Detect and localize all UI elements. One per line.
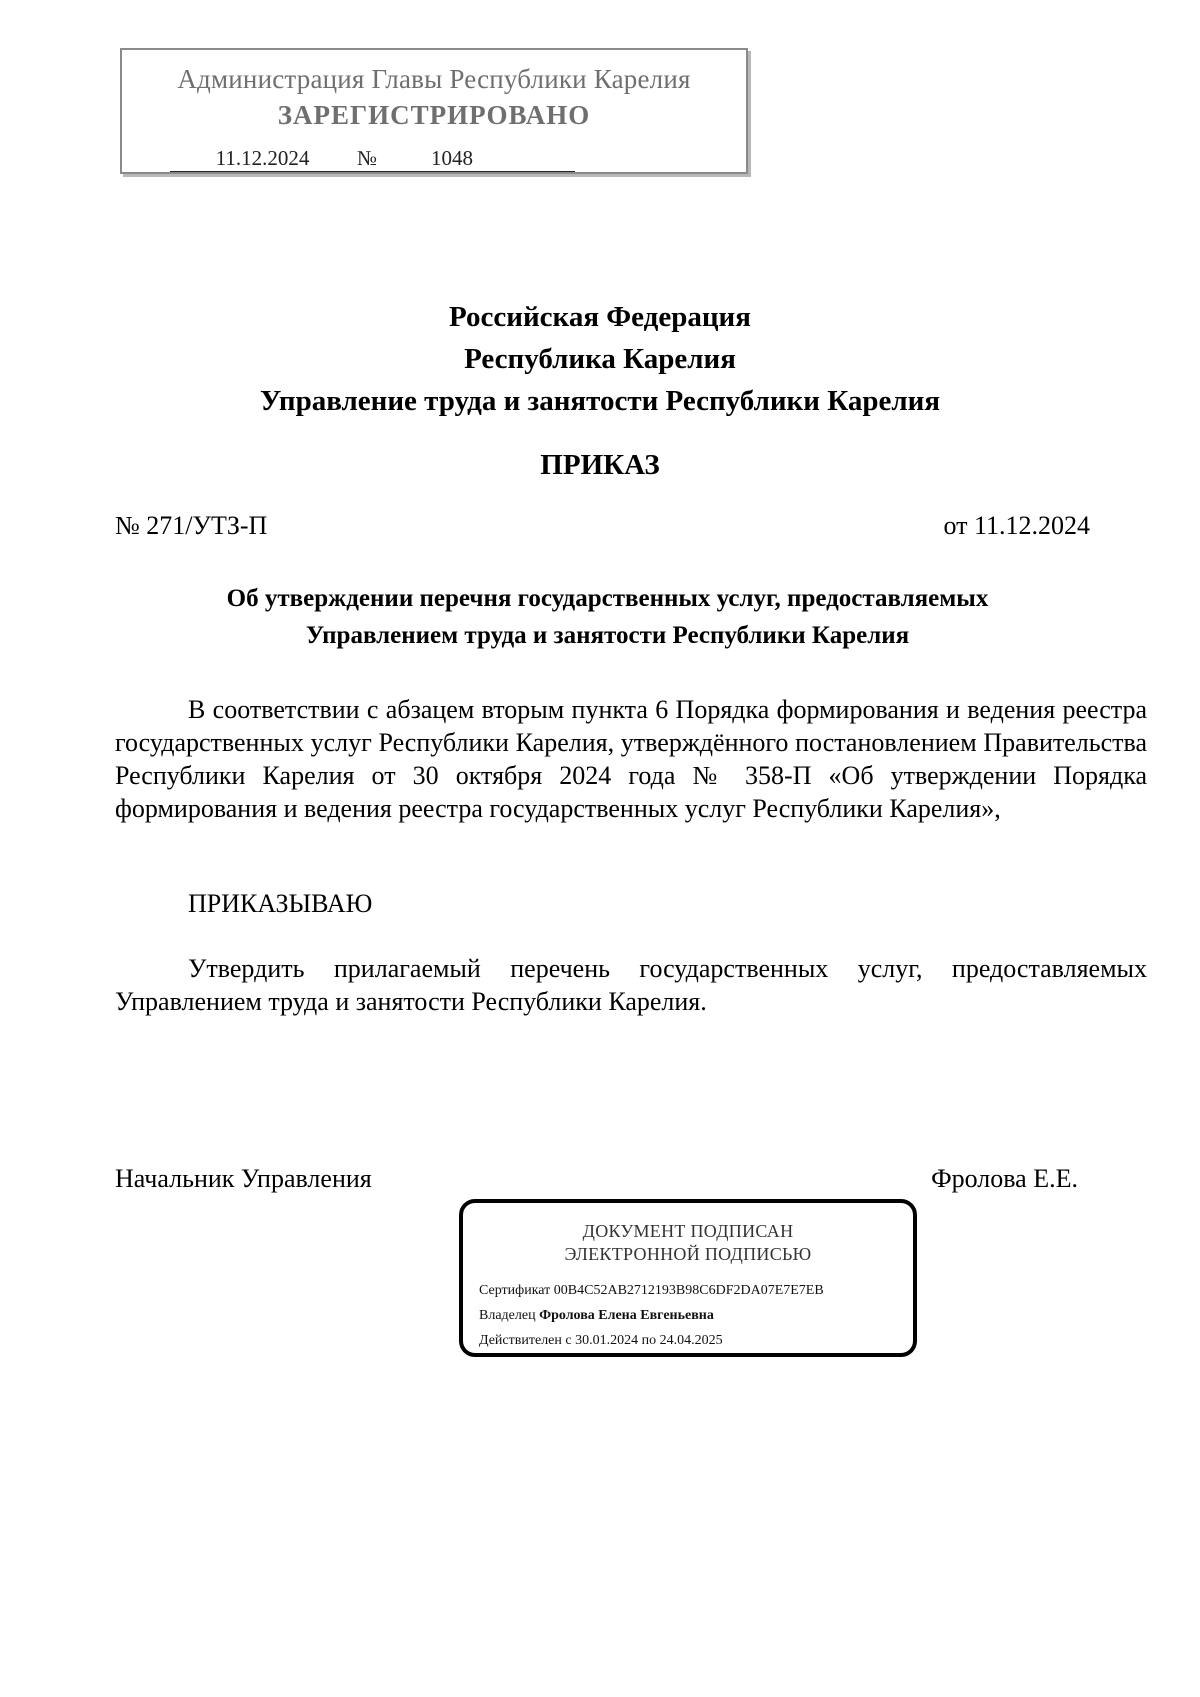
- body-paragraph-1: В соответствии с абзацем вторым пункта 6 Порядка формирования и ведения реестра государственных услуг Республики Карелия, утверждённого постановлением Правительства Республики Карелия от 30 октября 2024 года № 358-П «Об утверждении Порядка формирования и ведения реестра государственных услуг Республики Карелия»,: [115, 695, 1147, 823]
- signatory-position: Начальник Управления: [115, 1164, 372, 1193]
- esign-owner-label: Владелец: [479, 1308, 536, 1323]
- esign-title-2: ЭЛЕКТРОННОЙ ПОДПИСЬЮ: [564, 1244, 812, 1264]
- header-country: Российская Федерация: [449, 301, 751, 333]
- document-header: [0, 296, 1200, 422]
- subject-line-2: Управлением труда и занятости Республики Карелия: [305, 622, 910, 649]
- registration-date: 11.12.2024: [170, 146, 355, 172]
- header-region: Республика Карелия: [464, 343, 736, 375]
- esign-valid-to: 24.04.2025: [659, 1333, 723, 1348]
- registration-organization: Администрация Главы Республики Карелия: [177, 64, 691, 94]
- esign-valid-from: 30.01.2024: [575, 1333, 639, 1348]
- registration-stamp: [120, 48, 748, 174]
- registration-number-sign: №: [356, 146, 378, 170]
- document-type: ПРИКАЗ: [540, 449, 660, 481]
- esign-valid-to-label: по: [641, 1333, 657, 1348]
- body-paragraph-2: Утвердить прилагаемый перечень государственных услуг, предоставляемых Управлением труда и занятости Республики Карелия.: [115, 954, 1147, 1016]
- esign-owner-row: [479, 1308, 714, 1324]
- esign-validity-row: [479, 1333, 723, 1349]
- registration-details: [170, 146, 575, 172]
- order-number: № 271/УТЗ-П: [115, 511, 268, 540]
- signatory-name: Фролова Е.Е.: [931, 1164, 1078, 1193]
- esign-certificate-label: Сертификат: [479, 1283, 551, 1298]
- subject-line-1: Об утверждении перечня государственных услуг, предоставляемых: [226, 585, 989, 612]
- registration-number: 1048: [379, 146, 575, 172]
- registration-status: ЗАРЕГИСТРИРОВАНО: [277, 100, 591, 130]
- esign-owner: Фролова Елена Евгеньевна: [539, 1308, 714, 1323]
- esign-valid-label: Действителен с: [479, 1333, 572, 1348]
- esign-certificate: 00B4C52AB2712193B98C6DF2DA07E7E7EB: [553, 1283, 824, 1298]
- esign-certificate-row: [479, 1283, 824, 1299]
- electronic-signature-stamp: [459, 1199, 917, 1357]
- order-subject: [115, 580, 1100, 654]
- header-agency: Управление труда и занятости Республики Карелия: [259, 385, 941, 417]
- esign-title-1: ДОКУМЕНТ ПОДПИСАН: [582, 1221, 794, 1241]
- order-date: от 11.12.2024: [943, 511, 1090, 540]
- decree-word: ПРИКАЗЫВАЮ: [188, 889, 373, 918]
